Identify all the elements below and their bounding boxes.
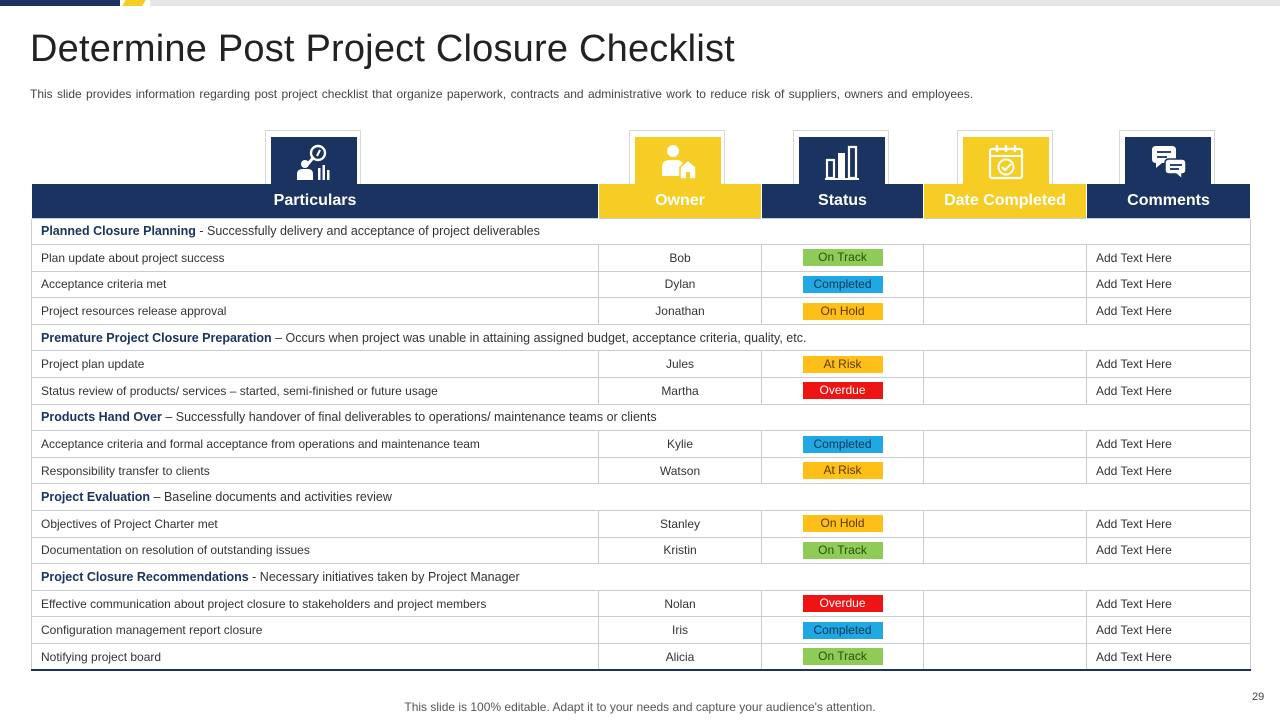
owner-cell: Kylie [599,431,762,458]
header-owner: Owner [599,184,762,218]
comment-cell[interactable]: Add Text Here [1087,537,1251,564]
date-completed-cell[interactable] [924,271,1087,298]
section-title: Project Evaluation [41,490,151,505]
section-description: – Successfully handover of final deliverables to operations/ maintenance teams or clients [161,410,657,425]
section-description: – Occurs when project was unable in attaining assigned budget, acceptance criteria, quality, etc. [271,330,807,345]
section-row [32,218,1251,245]
date-completed-cell[interactable] [924,431,1087,458]
particular-cell: Acceptance criteria and formal acceptance from operations and maintenance team [32,431,599,458]
section-title: Planned Closure Planning [41,224,196,239]
section-description: - Successfully delivery and acceptance of project deliverables [195,224,540,239]
comment-cell[interactable]: Add Text Here [1087,457,1251,484]
section-description: - Necessary initiatives taken by Project Manager [248,570,520,585]
table-row [32,271,1251,298]
particular-cell: Acceptance criteria met [32,271,599,298]
particular-cell: Plan update about project success [32,245,599,272]
section-cell [32,218,1251,245]
status-cell [762,271,924,298]
owner-cell: Jonathan [599,298,762,325]
top-accent-navy [0,0,120,6]
header-particulars: Particulars [32,184,599,218]
top-accent-grey [150,0,1280,6]
status-badge: At Risk [803,356,883,373]
status-cell [762,378,924,405]
status-cell [762,644,924,671]
particular-cell: Effective communication about project closure to stakeholders and project members [32,590,599,617]
table-row [32,245,1251,272]
particular-cell: Documentation on resolution of outstanding issues [32,537,599,564]
header-comments: Comments [1087,184,1251,218]
table-row [32,431,1251,458]
header-date-completed: Date Completed [924,184,1087,218]
status-cell [762,590,924,617]
date-completed-cell[interactable] [924,644,1087,671]
table-row [32,511,1251,538]
comment-cell[interactable]: Add Text Here [1087,590,1251,617]
owner-cell: Iris [599,617,762,644]
section-row [32,324,1251,351]
status-badge: Completed [803,276,883,293]
section-title: Premature Project Closure Preparation [41,330,272,345]
table-row [32,590,1251,617]
table-row [32,298,1251,325]
date-completed-cell[interactable] [924,537,1087,564]
comment-cell[interactable]: Add Text Here [1087,298,1251,325]
date-completed-cell[interactable] [924,351,1087,378]
section-row [32,484,1251,511]
table-row [32,457,1251,484]
table-row [32,617,1251,644]
owner-cell: Kristin [599,537,762,564]
owner-cell: Bob [599,245,762,272]
comment-cell[interactable]: Add Text Here [1087,644,1251,671]
status-cell [762,537,924,564]
owner-cell: Alicia [599,644,762,671]
top-accent-yellow [122,0,145,6]
person-house-icon [658,142,698,182]
date-completed-cell[interactable] [924,298,1087,325]
date-completed-cell[interactable] [924,511,1087,538]
status-badge: Overdue [803,595,883,612]
date-completed-cell[interactable] [924,590,1087,617]
date-completed-icon-box [957,130,1053,186]
owner-cell: Martha [599,378,762,405]
particulars-icon-box [265,130,361,186]
comments-icon-box [1119,130,1215,186]
table-row [32,351,1251,378]
section-cell [32,484,1251,511]
slide-footer: This slide is 100% editable. Adapt it to your needs and capture your audience's attention. [404,700,876,714]
comment-cell[interactable]: Add Text Here [1087,378,1251,405]
section-title: Project Closure Recommendations [41,570,249,585]
section-title: Products Hand Over [41,410,162,425]
owner-cell: Jules [599,351,762,378]
status-cell [762,351,924,378]
section-row [32,564,1251,591]
status-badge: Completed [803,436,883,453]
status-badge: At Risk [803,462,883,479]
status-badge: Completed [803,622,883,639]
comment-cell[interactable]: Add Text Here [1087,351,1251,378]
status-cell [762,617,924,644]
date-completed-cell[interactable] [924,378,1087,405]
owner-cell: Dylan [599,271,762,298]
status-badge: On Hold [803,515,883,532]
status-cell [762,511,924,538]
comment-cell[interactable]: Add Text Here [1087,271,1251,298]
table-row [32,644,1251,671]
status-badge: Overdue [803,382,883,399]
slide-subtitle: This slide provides information regarding post project checklist that organize paperwork, contracts and administrative work to reduce risk of suppliers, owners and employees. [30,87,974,101]
status-badge: On Track [803,648,883,665]
section-cell [32,564,1251,591]
status-cell [762,298,924,325]
page-number: 29 [1252,691,1265,703]
particular-cell: Responsibility transfer to clients [32,457,599,484]
comment-cell[interactable]: Add Text Here [1087,511,1251,538]
status-icon-box [793,130,889,186]
date-completed-cell[interactable] [924,245,1087,272]
status-badge: On Hold [803,303,883,320]
person-magnifier-icon [294,142,334,182]
status-cell [762,457,924,484]
section-cell [32,404,1251,431]
owner-cell: Stanley [599,511,762,538]
date-completed-cell[interactable] [924,617,1087,644]
section-row [32,404,1251,431]
section-cell [32,324,1251,351]
slide-title: Determine Post Project Closure Checklist [30,28,735,70]
status-badge: On Track [803,542,883,559]
comment-cell[interactable]: Add Text Here [1087,617,1251,644]
top-accent-bar [0,0,1280,6]
owner-cell: Watson [599,457,762,484]
particular-cell: Project resources release approval [32,298,599,325]
comment-cell[interactable]: Add Text Here [1087,245,1251,272]
table-row [32,378,1251,405]
calendar-check-icon [986,142,1026,182]
comment-cell[interactable]: Add Text Here [1087,431,1251,458]
closure-checklist-table [31,184,1251,671]
chat-bubbles-icon [1148,142,1188,182]
table-row [32,537,1251,564]
particular-cell: Notifying project board [32,644,599,671]
table-header-row [32,184,1251,218]
particular-cell: Status review of products/ services – started, semi-finished or future usage [32,378,599,405]
status-cell [762,431,924,458]
particular-cell: Project plan update [32,351,599,378]
header-status: Status [762,184,924,218]
particular-cell: Configuration management report closure [32,617,599,644]
section-description: – Baseline documents and activities review [150,490,392,505]
date-completed-cell[interactable] [924,457,1087,484]
status-badge: On Track [803,249,883,266]
particular-cell: Objectives of Project Charter met [32,511,599,538]
bar-chart-icon [822,142,862,182]
owner-icon-box [629,130,725,186]
owner-cell: Nolan [599,590,762,617]
status-cell [762,245,924,272]
table-body [32,218,1251,670]
